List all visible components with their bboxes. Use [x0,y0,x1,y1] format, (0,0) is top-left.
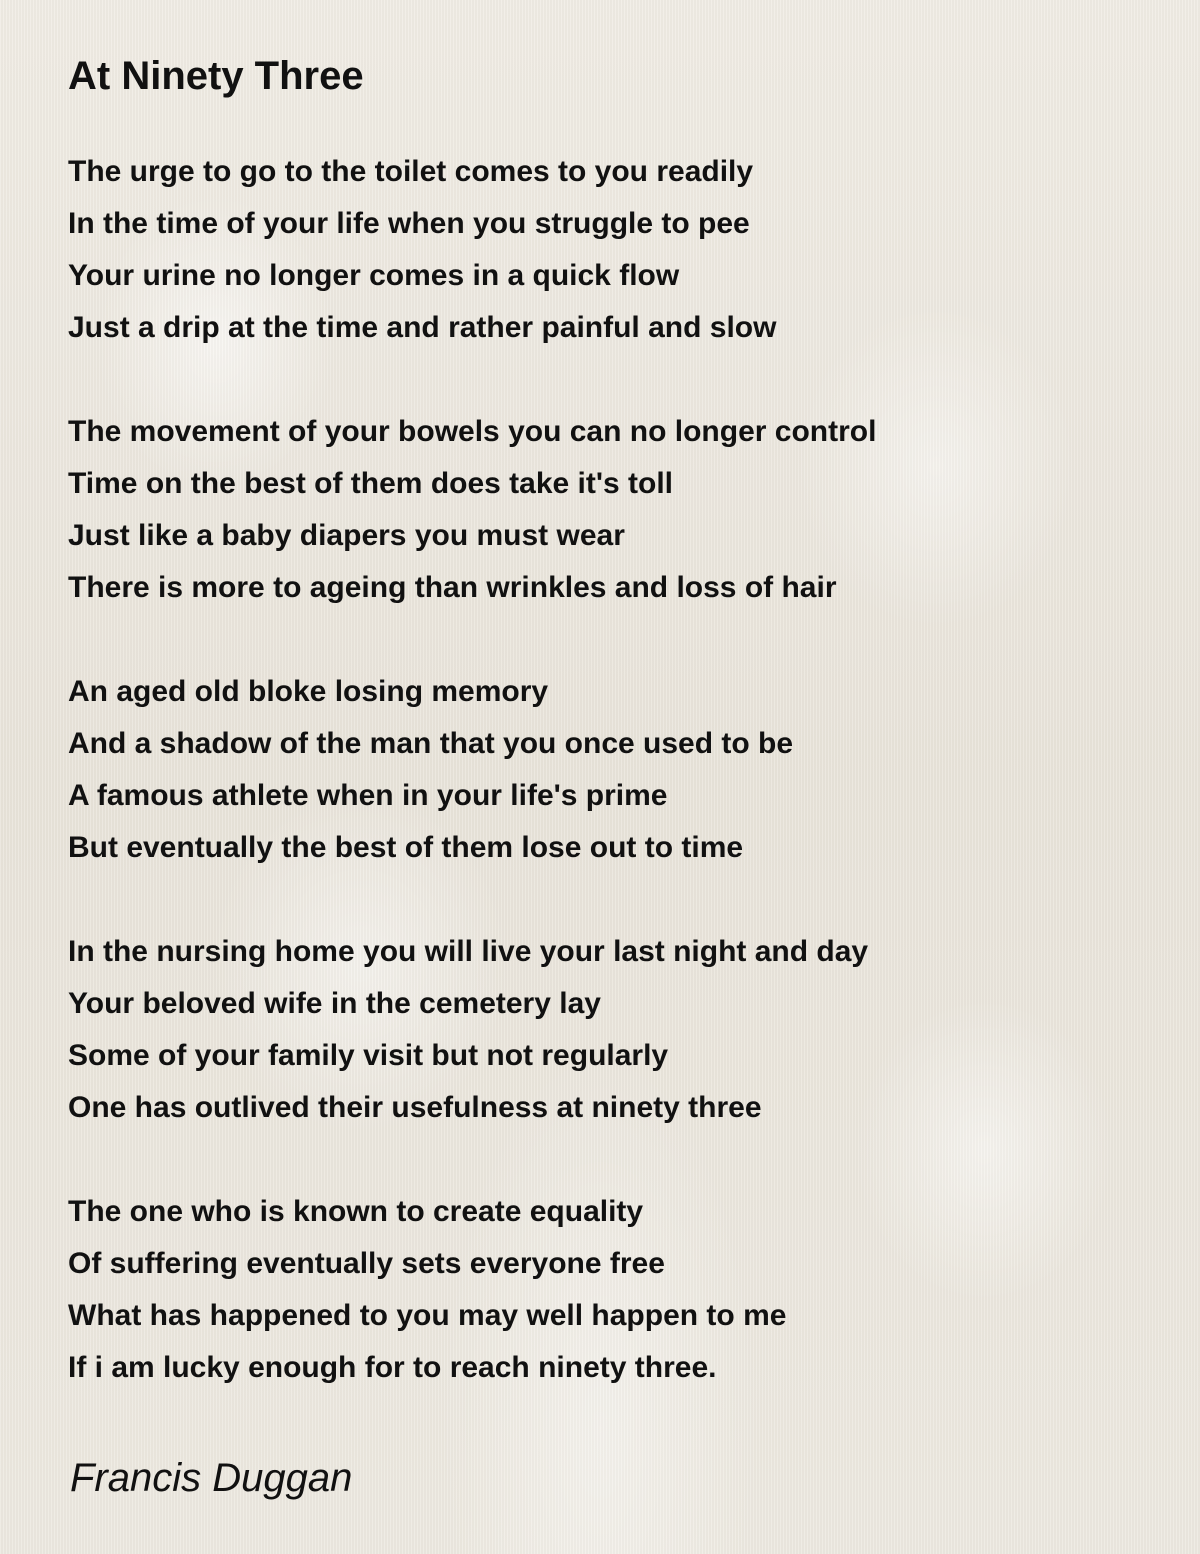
poem-title: At Ninety Three [68,54,364,98]
poem-line: Just like a baby diapers you must wear [68,519,625,552]
stanza [68,666,1148,874]
poem-line: The urge to go to the toilet comes to you readily [68,155,754,188]
poem-line: The movement of your bowels you can no longer control [68,415,877,448]
poem-line: In the time of your life when you struggle to pee [68,207,750,240]
poem-line: Some of your family visit but not regularly [68,1039,669,1072]
poem-line: The one who is known to create equality [68,1195,644,1228]
poem-line: What has happened to you may well happen to me [68,1299,787,1332]
poem-line: Just a drip at the time and rather painful and slow [68,311,777,344]
poem-line: There is more to ageing than wrinkles and loss of hair [68,571,837,604]
poem-line: And a shadow of the man that you once used to be [68,727,794,760]
author-name: Francis Duggan [70,1456,353,1500]
poem-line: An aged old bloke losing memory [68,675,549,708]
stanza [68,146,1148,354]
poem-line: In the nursing home you will live your last night and day [68,935,869,968]
poem-line: A famous athlete when in your life's prime [68,779,668,812]
stanza [68,406,1148,614]
poem-line: If i am lucky enough for to reach ninety three. [68,1351,717,1384]
poem-line: Of suffering eventually sets everyone free [68,1247,665,1280]
poem-line: Time on the best of them does take it's toll [68,467,674,500]
stanza [68,926,1148,1134]
poem-line: But eventually the best of them lose out to time [68,831,744,864]
poem-line: One has outlived their usefulness at ninety three [68,1091,762,1124]
poem-line: Your beloved wife in the cemetery lay [68,987,601,1020]
poem-body [68,146,1148,1394]
stanza [68,1186,1148,1394]
poem-page [68,50,1148,1446]
poem-line: Your urine no longer comes in a quick flow [68,259,680,292]
